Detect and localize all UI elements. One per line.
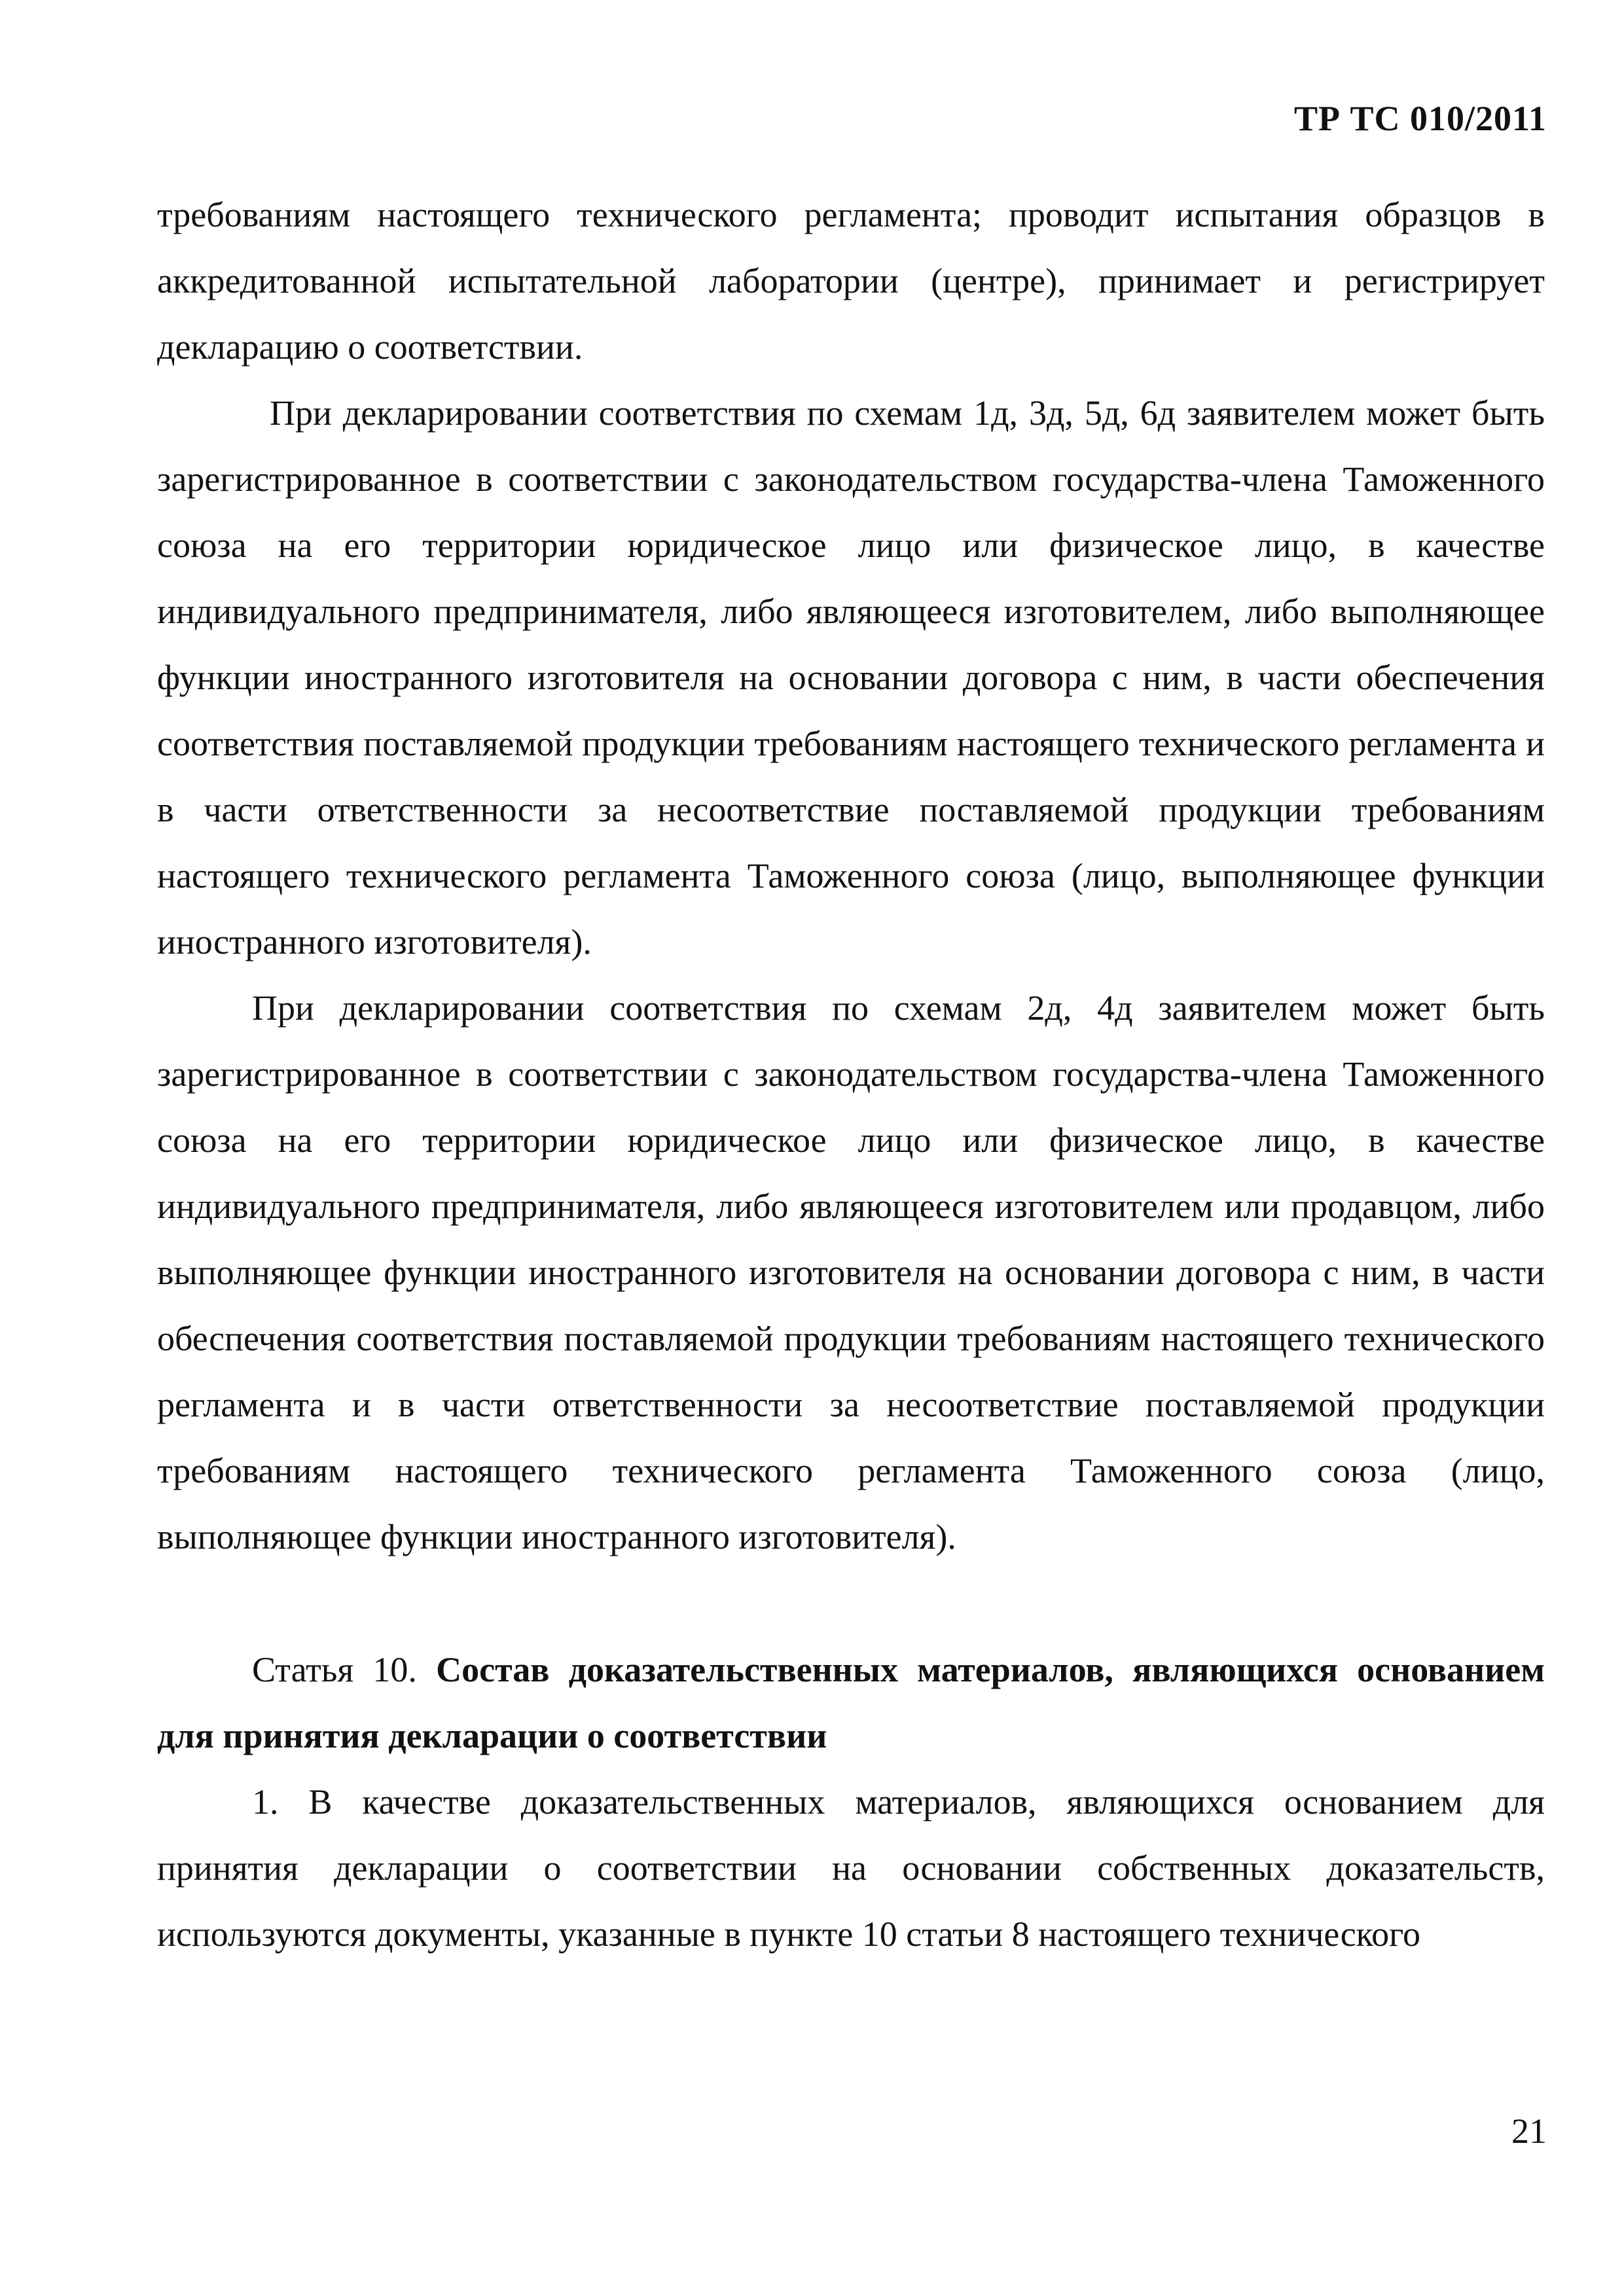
article-10-item-1: 1. В качестве доказательственных материалов, являющихся основанием для принятия декларации о соответствии на основании собственных доказательств, используются документы, указанные в пункте 10 статьи 8 настоящего технического <box>157 1782 1545 1954</box>
article-title: Состав доказательственных материалов, являющихся основанием для принятия декларации о соответствии <box>157 1650 1545 1755</box>
paragraph-schemes-2d-4d: При декларировании соответствия по схемам 2д, 4д заявителем может быть зарегистрированное в соответствии с законодательством государства-члена Таможенного союза на его территории юридическое лицо или физическое лицо, в качестве индивидуального предпринимателя, либо являющееся изготовителем или продавцом, либо выполняющее функции иностранного изготовителя на основании договора с ним, в части обеспечения соответствия поставляемой продукции требованиям настоящего технического регламента и в части ответственности за несоответствие поставляемой продукции требованиям настоящего технического регламента Таможенного союза (лицо, выполняющее функции иностранного изготовителя). <box>157 988 1545 1556</box>
page-number: 21 <box>1511 2111 1547 2151</box>
article-10-heading <box>157 1637 1545 1769</box>
document-body <box>157 182 1545 1967</box>
paragraph-schemes-1d-3d-5d-6d: При декларировании соответствия по схемам 1д, 3д, 5д, 6д заявителем может быть зарегистрированное в соответствии с законодательством государства-члена Таможенного союза на его территории юридическое лицо или физическое лицо, в качестве индивидуального предпринимателя, либо являющееся изготовителем, либо выполняющее функции иностранного изготовителя на основании договора с ним, в части обеспечения соответствия поставляемой продукции требованиям настоящего технического регламента и в части ответственности за несоответствие поставляемой продукции требованиям настоящего технического регламента Таможенного союза (лицо, выполняющее функции иностранного изготовителя). <box>157 393 1545 961</box>
paragraph-continuation: требованиям настоящего технического регламента; проводит испытания образцов в аккредитованной испытательной лаборатории (центре), принимает и регистрирует декларацию о соответствии. <box>157 195 1545 367</box>
document-code-header: ТР ТС 010/2011 <box>1293 99 1547 138</box>
article-label: Статья 10. <box>252 1650 417 1689</box>
